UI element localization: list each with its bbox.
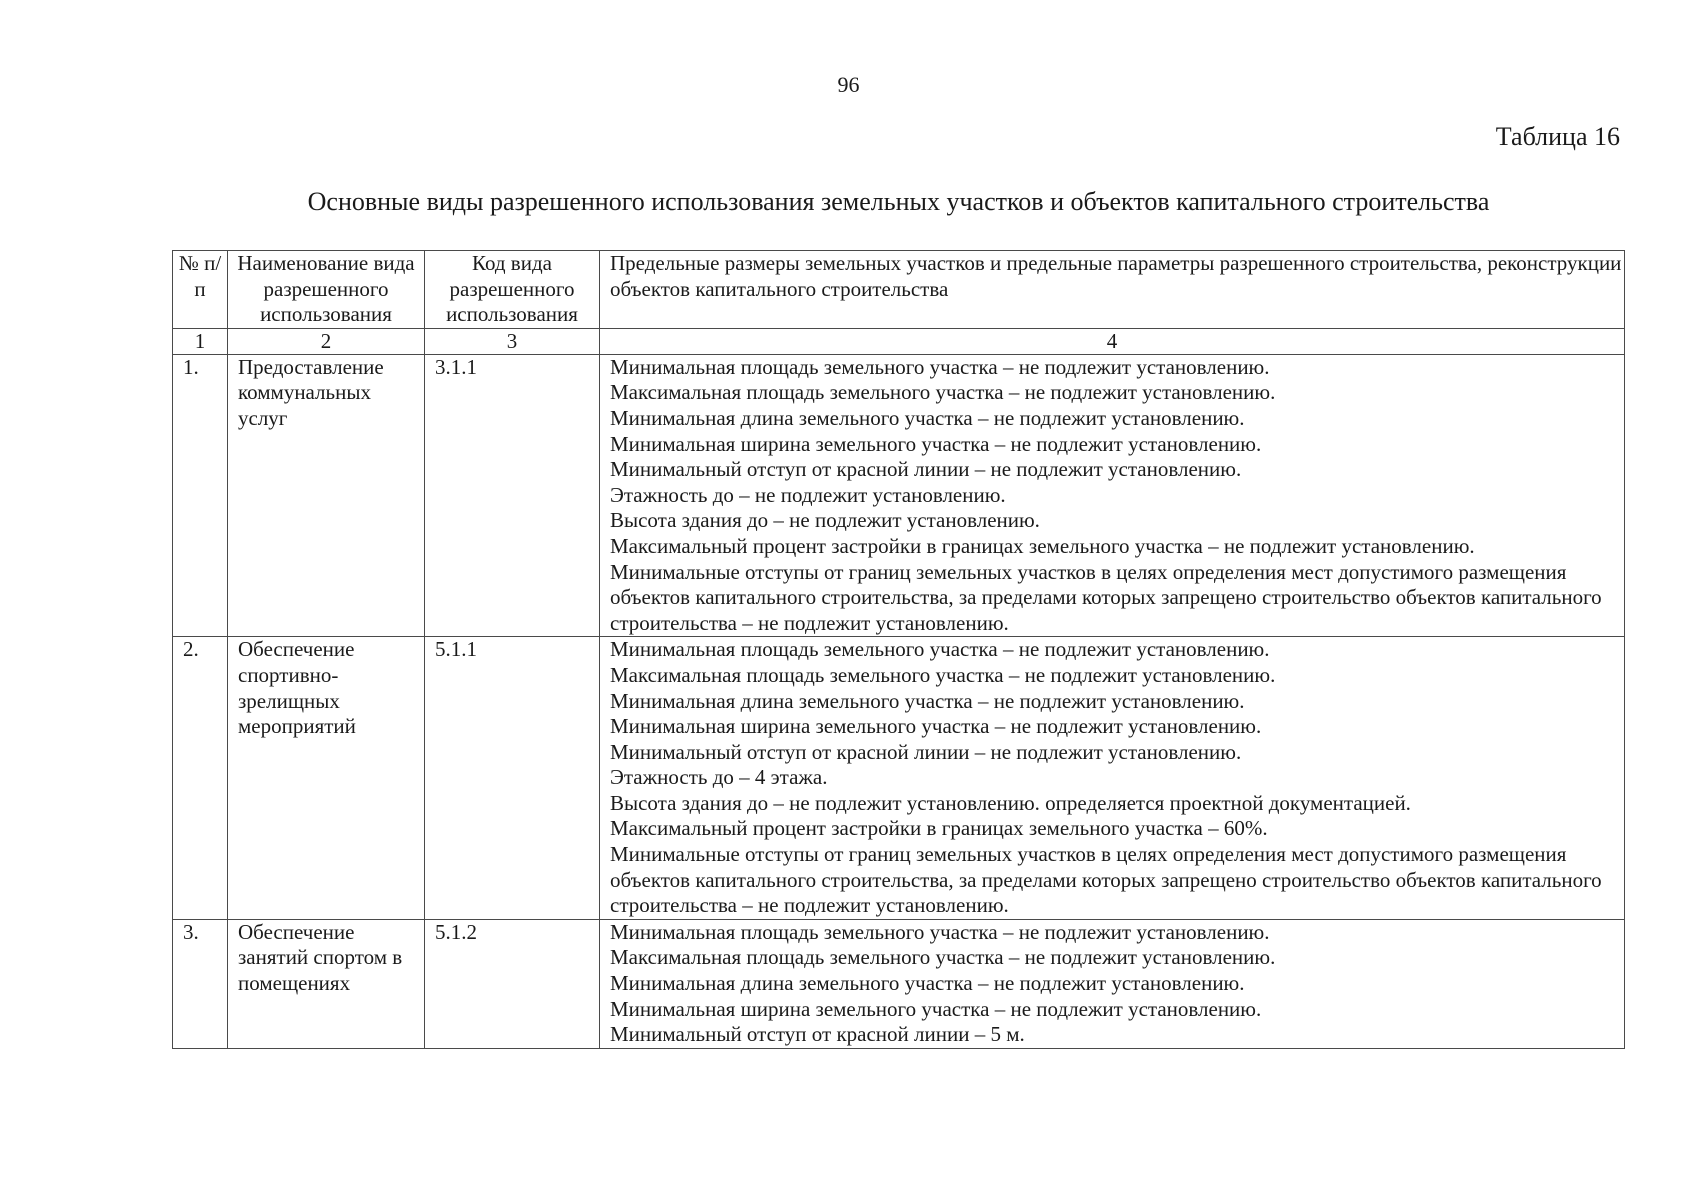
parameters-cell [600,637,1625,920]
header-use-code: Код вида разрешенного использования [425,251,600,329]
parameter-line: Минимальные отступы от границ земельных участков в целях определения мест допустимого размещения объектов капитального строительства, за пределами которых запрещено строительство объектов капитального строительства – не подлежит установлению. [610,842,1602,918]
parameter-line: Минимальная длина земельного участка – не подлежит установлению. [610,971,1245,996]
use-name: Обеспечение спортивно-зрелищных мероприятий [228,637,425,920]
parameter-line: Этажность до – не подлежит установлению. [610,482,1006,507]
table-row [173,919,1625,1048]
parameter-line: Высота здания до – не подлежит установлению. [610,508,1040,533]
parameter-line: Минимальный отступ от красной линии – не подлежит установлению. [610,739,1242,764]
table-header-row [173,251,1625,329]
parameter-line: Минимальная площадь земельного участка – не подлежит установлению. [610,919,1270,944]
parameter-line: Максимальная площадь земельного участка – не подлежит установлению. [610,662,1276,687]
use-name: Предоставление коммунальных услуг [228,354,425,637]
parameter-line: Минимальный отступ от красной линии – не подлежит установлению. [610,457,1242,482]
parameter-line: Максимальный процент застройки в границах земельного участка – 60%. [610,816,1268,841]
parameter-line: Минимальная ширина земельного участка – не подлежит установлению. [610,996,1262,1021]
use-code: 5.1.2 [425,919,600,1048]
index-cell: 3 [425,328,600,354]
index-cell: 1 [173,328,228,354]
use-name: Обеспечение занятий спортом в помещениях [228,919,425,1048]
header-parameters: Предельные размеры земельных участков и предельные параметры разрешенного строительства, реконструкции объектов капитального строительства [600,251,1625,329]
parameter-line: Максимальная площадь земельного участка – не подлежит установлению. [610,945,1276,970]
index-cell: 4 [600,328,1625,354]
parameter-line: Максимальный процент застройки в границах земельного участка – не подлежит установлению. [610,533,1475,558]
use-code: 5.1.1 [425,637,600,920]
land-use-table [172,250,1625,1049]
table-row [173,354,1625,637]
parameter-line: Минимальный отступ от красной линии – 5 м. [610,1022,1025,1047]
parameter-line: Максимальная площадь земельного участка – не подлежит установлению. [610,380,1276,405]
table-index-row [173,328,1625,354]
parameter-line: Минимальные отступы от границ земельных участков в целях определения мест допустимого размещения объектов капитального строительства, за пределами которых запрещено строительство объектов капитального строительства – не подлежит установлению. [610,559,1602,635]
parameter-line: Этажность до – 4 этажа. [610,765,828,790]
use-code: 3.1.1 [425,354,600,637]
parameter-line: Минимальная длина земельного участка – не подлежит установлению. [610,405,1245,430]
header-use-name: Наименование вида разрешенного использования [228,251,425,329]
parameter-line: Минимальная ширина земельного участка – не подлежит установлению. [610,431,1262,456]
document-title: Основные виды разрешенного использования земельных участков и объектов капитального строительства [307,187,1490,216]
header-number: № п/п [173,251,228,329]
parameter-line: Минимальная ширина земельного участка – не подлежит установлению. [610,714,1262,739]
parameters-cell [600,919,1625,1048]
parameter-line: Высота здания до – не подлежит установлению. определяется проектной документацией. [610,790,1411,815]
parameter-line: Минимальная площадь земельного участка – не подлежит установлению. [610,354,1270,379]
index-cell: 2 [228,328,425,354]
parameters-cell [600,354,1625,637]
parameter-line: Минимальная площадь земельного участка – не подлежит установлению. [610,637,1270,662]
row-number: 1. [173,354,228,637]
row-number: 3. [173,919,228,1048]
row-number: 2. [173,637,228,920]
table-caption: Таблица 16 [1495,122,1620,151]
table-row [173,637,1625,920]
page-number: 96 [837,72,860,97]
parameter-line: Минимальная длина земельного участка – не подлежит установлению. [610,688,1245,713]
